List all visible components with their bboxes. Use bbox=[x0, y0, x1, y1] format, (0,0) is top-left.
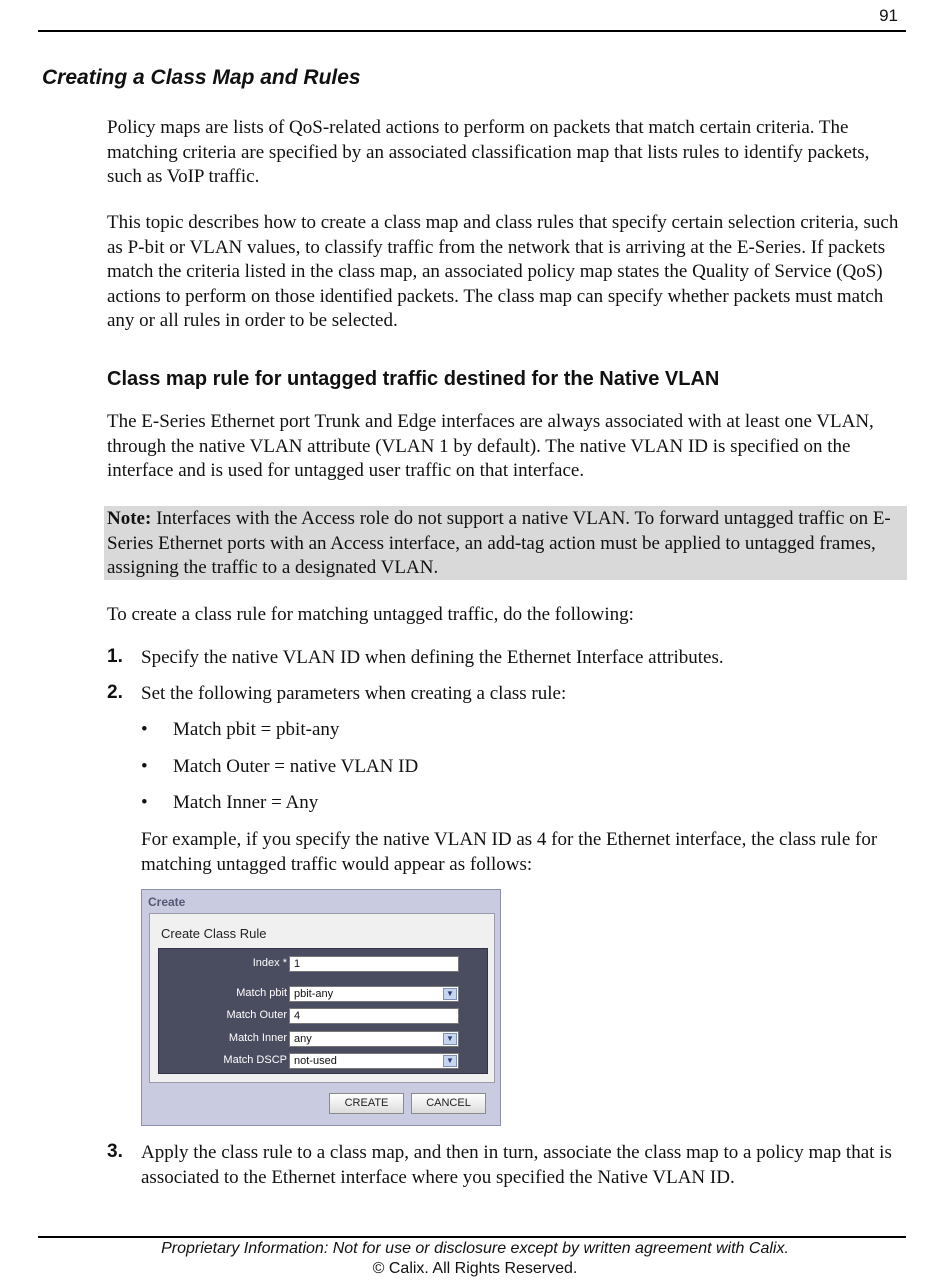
intro-paragraph-1: Policy maps are lists of QoS-related actions to perform on packets that match certain criteria. The matching criteria are specified by an associated classification map that lists rules to identify packets, such as VoIP traffic. bbox=[107, 117, 870, 187]
footer-divider bbox=[38, 1236, 906, 1238]
section-title: Creating a Class Map and Rules bbox=[42, 66, 361, 89]
match-outer-input[interactable] bbox=[289, 1008, 459, 1024]
match-pbit-value: pbit-any bbox=[294, 988, 334, 1000]
bullet-marker: • bbox=[141, 756, 148, 777]
create-button[interactable]: CREATE bbox=[329, 1093, 404, 1114]
bullet-item: Match Inner = Any bbox=[173, 792, 319, 813]
dialog-body bbox=[149, 913, 495, 1083]
step-number-2: 2. bbox=[107, 682, 123, 703]
match-dscp-value: not-used bbox=[294, 1055, 337, 1067]
bullet-item: Match pbit = pbit-any bbox=[173, 719, 340, 740]
index-value: 1 bbox=[294, 958, 301, 970]
form-panel bbox=[158, 948, 488, 1074]
bullet-item: Match Outer = native VLAN ID bbox=[173, 756, 419, 777]
procedure-intro: To create a class rule for matching untagged traffic, do the following: bbox=[107, 604, 634, 625]
chevron-down-icon[interactable]: ▼ bbox=[443, 1055, 457, 1067]
match-inner-value: any bbox=[294, 1033, 312, 1045]
match-dscp-select[interactable] bbox=[289, 1053, 459, 1069]
step-number-3: 3. bbox=[107, 1141, 123, 1162]
match-pbit-select[interactable] bbox=[289, 986, 459, 1002]
index-label: Index * bbox=[252, 957, 287, 969]
create-class-rule-dialog bbox=[141, 889, 501, 1126]
subsection-title: Class map rule for untagged traffic destined for the Native VLAN bbox=[107, 368, 720, 390]
footer-proprietary: Proprietary Information: Not for use or disclosure except by written agreement with Calix. bbox=[161, 1240, 789, 1257]
note bbox=[107, 507, 907, 581]
native-vlan-paragraph: The E-Series Ethernet port Trunk and Edge interfaces are always associated with at least one VLAN, through the native VLAN attribute (VLAN 1 by default). The native VLAN ID is specified on the interface and is used for untagged user traffic on that interface. bbox=[107, 411, 874, 481]
match-inner-select[interactable] bbox=[289, 1031, 459, 1047]
step-text-2: Set the following parameters when creating a class rule: bbox=[141, 683, 567, 704]
note-text: Interfaces with the Access role do not support a native VLAN. To forward untagged traffic on E-Series Ethernet ports with an Access interface, an add-tag action must be applied to untagged frames, assigning the traffic to a designated VLAN. bbox=[107, 508, 891, 578]
chevron-down-icon[interactable]: ▼ bbox=[443, 1033, 457, 1045]
dialog-title: Create bbox=[148, 895, 186, 909]
bullet-marker: • bbox=[141, 792, 148, 813]
match-pbit-label: Match pbit bbox=[236, 987, 287, 999]
index-input[interactable] bbox=[289, 956, 459, 972]
match-outer-value: 4 bbox=[294, 1010, 301, 1022]
page-number: 91 bbox=[879, 6, 898, 25]
header-divider bbox=[38, 30, 906, 32]
step-number-1: 1. bbox=[107, 646, 123, 667]
match-inner-label: Match Inner bbox=[228, 1032, 287, 1044]
step-text-1: Specify the native VLAN ID when defining the Ethernet Interface attributes. bbox=[141, 647, 724, 668]
bullet-marker: • bbox=[141, 719, 148, 740]
dialog-subtitle: Create Class Rule bbox=[161, 926, 267, 941]
note-label: Note: bbox=[107, 508, 152, 529]
footer-copyright: © Calix. All Rights Reserved. bbox=[372, 1260, 578, 1277]
match-dscp-label: Match DSCP bbox=[223, 1054, 287, 1066]
intro-paragraph-2: This topic describes how to create a class map and class rules that specify certain selection criteria, such as P-bit or VLAN values, to classify traffic from the network that is arriving at the E-Series. If packets match the criteria listed in the class map, an associated policy map states the Quality of Service (QoS) actions to perform on those identified packets. The class map can specify whether packets must match any or all rules in order to be selected. bbox=[107, 212, 899, 331]
step-text-3: Apply the class rule to a class map, and then in turn, associate the class map to a policy map that is associated to the Ethernet interface where you specified the Native VLAN ID. bbox=[141, 1142, 892, 1188]
chevron-down-icon[interactable]: ▼ bbox=[443, 988, 457, 1000]
match-outer-label: Match Outer bbox=[226, 1009, 287, 1021]
example-text: For example, if you specify the native VLAN ID as 4 for the Ethernet interface, the class rule for matching untagged traffic would appear as follows: bbox=[141, 829, 878, 875]
cancel-button[interactable]: CANCEL bbox=[411, 1093, 486, 1114]
